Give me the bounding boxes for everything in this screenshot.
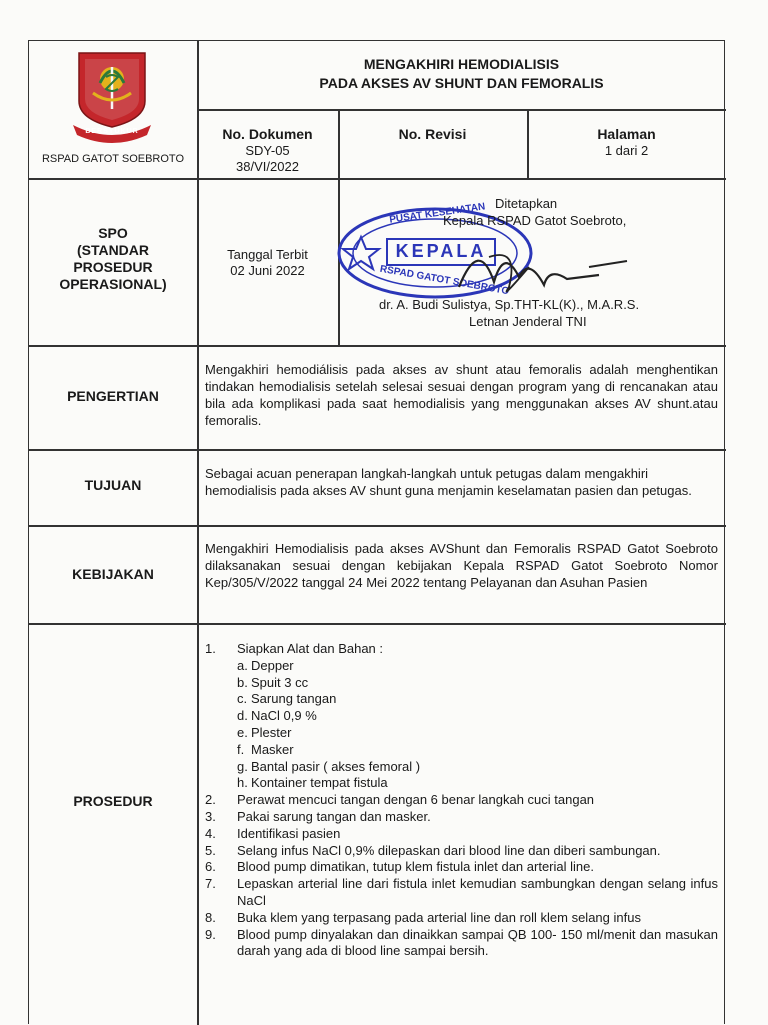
signature [449, 227, 629, 307]
step-text: Buka klem yang terpasang pada arterial line dan roll klem selang infus [237, 909, 641, 925]
prosedur-label: PROSEDUR [73, 793, 153, 809]
material-item [237, 708, 718, 725]
material-text: Sarung tangan [251, 691, 337, 707]
spo-document [28, 40, 725, 1024]
step-number: 4. [205, 825, 216, 841]
material-item [237, 675, 718, 692]
prosedur-step [205, 641, 718, 658]
step-text: Lepaskan arterial line dari fistula inlet kemudian sambungkan dengan selang infus NaCl [237, 876, 718, 908]
material-letter: f. [237, 741, 245, 757]
step-text: Identifikasi pasien [237, 825, 341, 841]
title-divider [197, 109, 726, 111]
kebijakan-label: KEBIJAKAN [72, 566, 154, 582]
no-dokumen-value-2: 38/VI/2022 [236, 159, 299, 174]
material-item [237, 691, 718, 708]
material-letter: c. [237, 691, 248, 707]
pengertian-label: PENGERTIAN [67, 388, 159, 404]
signer-rank: Letnan Jenderal TNI [469, 314, 587, 329]
material-text: Depper [251, 657, 294, 673]
step-number: 3. [205, 808, 216, 824]
step-text: Blood pump dimatikan, tutup klem fistula inlet dan arterial line. [237, 859, 594, 875]
step-number: 2. [205, 792, 216, 808]
material-item [237, 725, 718, 742]
material-text: Masker [251, 741, 294, 757]
info-divider-1 [338, 109, 340, 178]
tujuan-label: TUJUAN [84, 477, 142, 493]
prosedur-step [205, 809, 718, 826]
material-letter: b. [237, 674, 248, 690]
prosedur-step [205, 910, 718, 927]
signer-name: dr. A. Budi Sulistya, Sp.THT-KL(K)., M.A.R.S. [379, 297, 640, 312]
stamp-mid-text: KEPALA [395, 241, 487, 261]
step-text: Perawat mencuci tangan dengan 6 benar langkah cuci tangan [237, 792, 595, 808]
spo-line-2: (STANDAR [76, 242, 150, 258]
halaman-value: 1 dari 2 [604, 143, 649, 158]
prosedur-step [205, 792, 718, 809]
prosedur-list [205, 641, 718, 960]
step-text: Blood pump dinyalakan dan dinaikkan sampai QB 100- 150 ml/menit dan masukan darah yang ada di blood line sampai bersih. [237, 926, 718, 959]
spo-line-1: SPO [98, 225, 128, 241]
stamp-bottom-text: RSPAD GATOT SOEBROTO [379, 263, 510, 298]
material-text: Spuit 3 cc [251, 674, 309, 690]
material-list [205, 658, 718, 792]
material-letter: d. [237, 708, 248, 724]
step-text: Siapkan Alat dan Bahan : [237, 641, 384, 656]
material-text: Kontainer tempat fistula [251, 775, 388, 791]
material-item [237, 775, 718, 792]
material-item [237, 742, 718, 759]
step-text: Pakai sarung tangan dan masker. [237, 808, 431, 824]
row-divider-1 [29, 178, 726, 180]
step-number: 9. [205, 926, 216, 942]
step-number: 8. [205, 909, 216, 925]
title-line-1: MENGAKHIRI HEMODIALISIS [363, 56, 560, 72]
kebijakan-text: Mengakhiri Hemodialisis pada akses AVShunt dan Femoralis RSPAD Gatot Soebroto dilaksanakan sesuai dengan kebijakan Kepala RSPAD Gatot Soebroto Nomor Kep/305/V/2022 tanggal 24 Mei 2022 tentang Pelayanan dan Asuhan Pasien [205, 541, 718, 590]
prosedur-step [205, 843, 718, 860]
pengertian-text: Mengakhiri hemodiálisis pada akses av shunt atau femoralis adalah menghentikan tindakan hemodialisis setelah selesai sesuai dengan program yang di rencanakan atau bila ada komplikasi pada saat hemodialisis yang menggunakan akses AV shunt.atau femoralis. [205, 362, 718, 428]
row-divider-2 [29, 345, 726, 347]
spo-line-3: PROSEDUR [73, 259, 153, 275]
step-number: 7. [205, 876, 216, 892]
material-text: Plester [251, 724, 292, 740]
stamp-top-text: PUSAT KESEHATAN [388, 201, 486, 226]
material-letter: a. [237, 657, 248, 673]
step-number: 5. [205, 842, 216, 858]
material-letter: e. [237, 724, 248, 740]
hospital-logo [71, 49, 153, 145]
material-text: NaCl 0,9 % [251, 708, 317, 724]
row-divider-5 [29, 623, 726, 625]
column-divider [197, 41, 199, 1025]
step-text: Selang infus NaCl 0,9% dilepaskan dari blood line dan diberi sambungan. [237, 842, 661, 858]
row-divider-4 [29, 525, 726, 527]
title-line-2: PADA AKSES AV SHUNT DAN FEMORALIS [319, 75, 604, 91]
material-letter: g. [237, 758, 248, 774]
prosedur-step [205, 826, 718, 843]
ditetapkan-text: Ditetapkan [495, 196, 558, 211]
no-dokumen-label: No. Dokumen [222, 126, 313, 142]
material-text: Bantal pasir ( akses femoral ) [251, 758, 421, 774]
step-list [205, 792, 718, 960]
step-number: 6. [205, 859, 216, 875]
halaman-label: Halaman [597, 126, 656, 142]
material-letter: h. [237, 775, 248, 791]
row-divider-3 [29, 449, 726, 451]
no-dokumen-value-1: SDY-05 [245, 143, 290, 158]
tujuan-text: Sebagai acuan penerapan langkah-langkah untuk petugas dalam mengakhiri hemodialisis pada akses AV shunt guna menjamin keselamatan pasien dan petugas. [205, 466, 692, 498]
prosedur-step [205, 859, 718, 876]
spo-title [29, 225, 197, 293]
material-item [237, 759, 718, 776]
step-number: 1. [205, 641, 216, 656]
spo-line-4: OPERASIONAL) [59, 276, 167, 292]
material-item [237, 658, 718, 675]
tanggal-label: Tanggal Terbit [227, 247, 308, 262]
logo-ribbon-text: BERSYUKUR [85, 128, 139, 135]
kepala-text: Kepala RSPAD Gatot Soebroto, [443, 213, 627, 228]
no-revisi-label: No. Revisi [398, 126, 467, 142]
tanggal-value: 02 Juni 2022 [230, 263, 305, 278]
hospital-name: RSPAD GATOT SOEBROTO [41, 153, 184, 165]
prosedur-step [205, 876, 718, 910]
prosedur-step [205, 927, 718, 961]
